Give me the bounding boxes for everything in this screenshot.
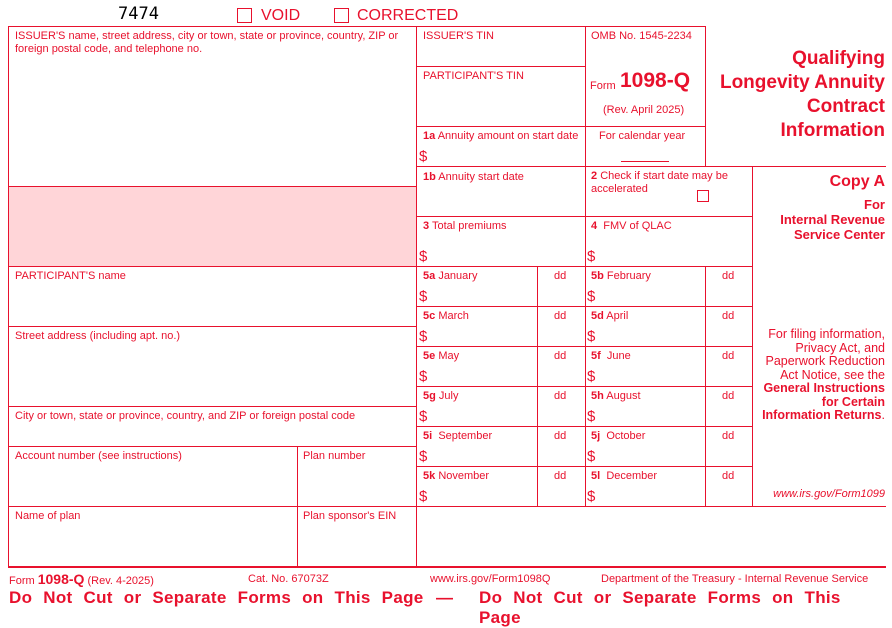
box-4-label: 4 FMV of QLAC [591,220,672,232]
copy-info-block [745,328,885,423]
box-2-label: 2 Check if start date may be accelerated [591,170,728,195]
shaded-area [9,187,416,266]
footer-form: Form 1098-Q (Rev. 4-2025) [9,571,154,587]
omb-form-prefix: Form [590,80,616,92]
month-label: 5g July [423,390,459,402]
footer-cat: Cat. No. 67073Z [248,573,329,585]
copy-info-3: Paperwork Reduction [765,354,885,368]
issuer-name-label: ISSUER'S name, street address, city or town, state or province, country, ZIP or foreign postal code, and telephone no. [15,30,399,55]
omb-number: OMB No. 1545-2234 [591,30,692,42]
calendar-year-line [621,161,669,162]
omb-rev: (Rev. April 2025) [603,104,685,116]
cut-dash: — [436,588,454,607]
title-line-1: Qualifying [792,48,885,69]
month-dd: dd [554,270,567,282]
month-label: 5l December [591,470,658,482]
corrected-label: CORRECTED [357,7,459,24]
box-3-dollar: $ [419,248,428,265]
month-dd: dd [722,470,735,482]
issuer-tin-label: ISSUER'S TIN [423,30,494,42]
cut-warning-left: Do Not Cut or Separate Forms on This Page [9,588,424,607]
copy-info-6: for Certain [821,394,885,409]
copy-info-4: Act Notice, see the [780,367,885,382]
plan-number-label: Plan number [303,450,366,462]
copy-info-7: Information Returns [762,408,882,422]
street-address-label: Street address (including apt. no.) [15,330,181,342]
month-dollar: $ [419,288,428,305]
title-line-4: Information [780,120,885,141]
void-label: VOID [261,7,301,24]
title-line-2: Longevity Annuity [719,72,885,93]
month-label: 5a January [423,270,478,282]
form-title [706,47,885,143]
month-label: 5b February [591,270,651,282]
month-dollar: $ [419,408,428,425]
month-label: 5k November [423,470,490,482]
month-dd: dd [722,270,735,282]
month-label: 5f June [591,350,631,362]
sponsor-ein-label: Plan sponsor's EIN [303,510,397,522]
month-dd: dd [554,310,567,322]
copy-info-1: For filing information, [768,327,885,341]
copy-for: For [864,197,885,212]
footer-dept: Department of the Treasury - Internal Revenue Service [601,573,869,585]
copy-info-5: General Instructions [763,381,885,395]
month-dd: dd [722,310,735,322]
plan-name-label: Name of plan [15,510,81,522]
form-code: 7474 [118,4,159,24]
copy-for-block [755,197,885,242]
box-1b-label: 1b Annuity start date [423,171,524,183]
month-dd: dd [554,350,567,362]
month-dollar: $ [419,368,428,385]
copy-title: Copy A [829,173,885,190]
month-label: 5j October [591,430,646,442]
copy-info-7-row: Information Returns. [762,408,885,422]
month-dollar: $ [587,288,596,305]
participant-name-label: PARTICIPANT'S name [15,270,126,282]
copy-info-2: Privacy Act, and [795,340,885,355]
participant-tin-label: PARTICIPANT'S TIN [423,70,524,82]
omb-form-name: 1098-Q [620,69,691,92]
month-dd: dd [722,390,735,402]
calendar-year-label: For calendar year [599,130,686,142]
month-dd: dd [554,430,567,442]
month-dd: dd [722,350,735,362]
month-dollar: $ [419,488,428,505]
month-label: 5d April [591,310,629,322]
month-dd: dd [554,470,567,482]
month-label: 5h August [591,390,641,402]
box-4-dollar: $ [587,248,596,265]
title-line-3: Contract [806,96,885,117]
month-dollar: $ [587,368,596,385]
month-dollar: $ [419,328,428,345]
month-dollar: $ [587,488,596,505]
footer-url[interactable]: www.irs.gov/Form1098Q [430,573,551,585]
copy-url[interactable]: www.irs.gov/Form1099 [773,488,885,500]
month-dollar: $ [587,328,596,345]
month-dollar: $ [587,448,596,465]
copy-irs-2: Service Center [793,227,885,242]
month-dollar: $ [587,408,596,425]
month-label: 5c March [423,310,469,322]
box-1a-dollar: $ [419,148,428,165]
box-2-checkbox[interactable] [697,190,709,202]
month-label: 5i September [423,430,493,442]
month-label: 5e May [423,350,460,362]
month-dd: dd [722,430,735,442]
month-dd: dd [554,390,567,402]
box-3-label: 3 Total premiums [423,220,507,232]
month-dollar: $ [419,448,428,465]
city-label: City or town, state or province, country, and ZIP or foreign postal code [15,410,356,422]
copy-irs-1: Internal Revenue [780,212,885,227]
box-1a-label: 1a Annuity amount on start date [423,130,579,142]
account-number-label: Account number (see instructions) [15,450,182,462]
cut-warning-right: Do Not Cut or Separate Forms on This Page [479,588,841,627]
